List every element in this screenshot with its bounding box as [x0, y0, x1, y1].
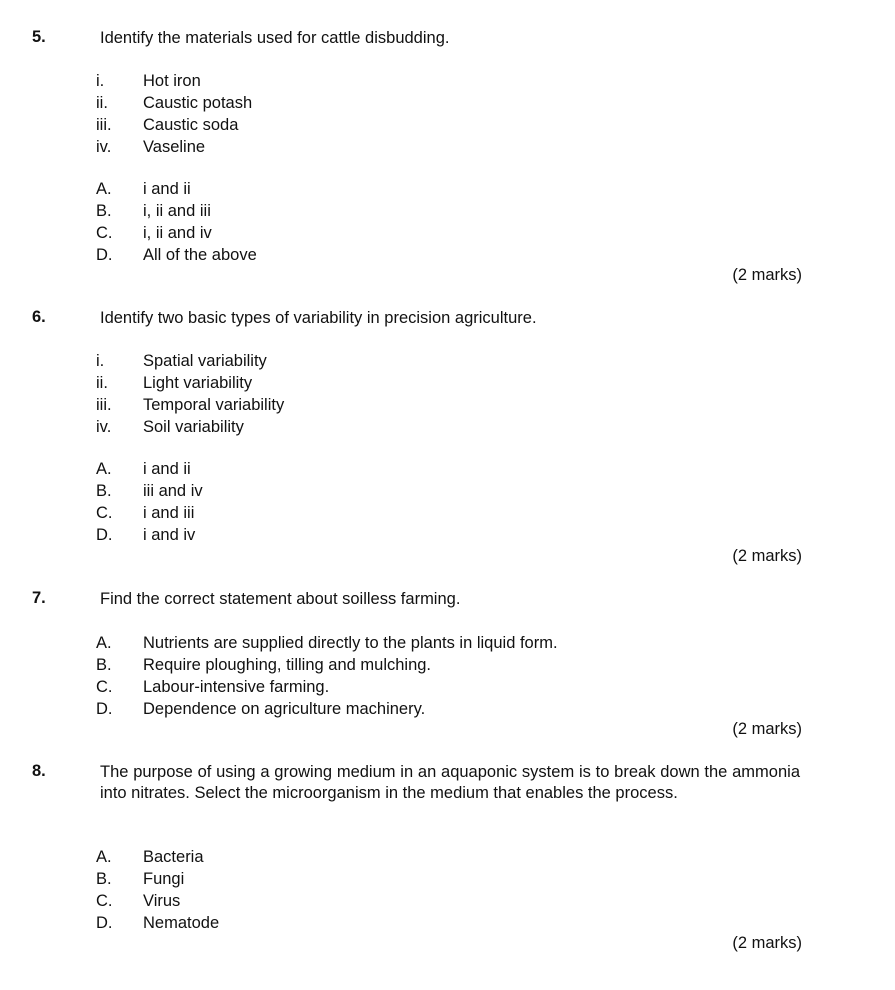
question-text: Identify two basic types of variability in precision agriculture. — [100, 309, 537, 327]
question-text: The purpose of using a growing medium in an aquaponic system is to break down the ammonia into nitrates. Select the microorganism in the medium that enables the process. — [100, 763, 800, 802]
answer-option[interactable] — [0, 458, 895, 480]
item-label: iv. — [96, 418, 112, 436]
answer-option[interactable] — [0, 222, 895, 244]
item-text: Caustic soda — [143, 116, 239, 134]
option-label: C. — [96, 224, 113, 242]
option-text: i and ii — [143, 180, 191, 198]
list-item — [0, 350, 895, 372]
option-label: A. — [96, 180, 112, 198]
answer-option[interactable] — [0, 676, 895, 698]
marks-label: (2 marks) — [732, 547, 802, 565]
marks-label: (2 marks) — [732, 720, 802, 738]
answer-option[interactable] — [0, 200, 895, 222]
item-text: Light variability — [143, 374, 253, 392]
option-text: i, ii and iii — [143, 202, 211, 220]
option-text: i and iii — [143, 504, 195, 522]
question-text: Find the correct statement about soilless farming. — [100, 590, 461, 608]
option-label: C. — [96, 892, 113, 910]
answer-option[interactable] — [0, 632, 895, 654]
list-item — [0, 136, 895, 158]
list-item — [0, 92, 895, 114]
option-label: C. — [96, 504, 113, 522]
list-item — [0, 70, 895, 92]
question-text: Identify the materials used for cattle disbudding. — [100, 29, 450, 47]
question-number: 5. — [32, 28, 46, 46]
option-text: i and iv — [143, 526, 196, 544]
answer-option[interactable] — [0, 846, 895, 868]
answer-option[interactable] — [0, 480, 895, 502]
list-item — [0, 372, 895, 394]
item-text: Hot iron — [143, 72, 201, 90]
item-text: Soil variability — [143, 418, 244, 436]
option-text: Nutrients are supplied directly to the plants in liquid form. — [143, 634, 558, 652]
marks-label: (2 marks) — [732, 266, 802, 284]
item-label: ii. — [96, 94, 108, 112]
option-text: i and ii — [143, 460, 191, 478]
option-text: Nematode — [143, 914, 220, 932]
option-label: D. — [96, 526, 113, 544]
question-number: 8. — [32, 762, 46, 780]
answer-option[interactable] — [0, 698, 895, 720]
item-text: Vaseline — [143, 138, 206, 156]
item-label: iii. — [96, 396, 112, 414]
option-label: D. — [96, 246, 113, 264]
answer-option[interactable] — [0, 244, 895, 266]
item-label: i. — [96, 72, 105, 90]
answer-option[interactable] — [0, 502, 895, 524]
option-text: Fungi — [143, 870, 185, 888]
option-text: Bacteria — [143, 848, 204, 866]
option-text: Virus — [143, 892, 181, 910]
option-text: i, ii and iv — [143, 224, 212, 242]
list-item — [0, 416, 895, 438]
option-label: B. — [96, 482, 112, 500]
item-label: i. — [96, 352, 105, 370]
question-number: 6. — [32, 308, 46, 326]
option-label: D. — [96, 914, 113, 932]
option-text: Labour-intensive farming. — [143, 678, 330, 696]
answer-option[interactable] — [0, 654, 895, 676]
item-label: iii. — [96, 116, 112, 134]
option-text: iii and iv — [143, 482, 203, 500]
option-label: A. — [96, 460, 112, 478]
option-label: A. — [96, 848, 112, 866]
list-item — [0, 114, 895, 136]
option-label: A. — [96, 634, 112, 652]
answer-option[interactable] — [0, 178, 895, 200]
marks-label: (2 marks) — [732, 934, 802, 952]
option-label: B. — [96, 870, 112, 888]
option-text: All of the above — [143, 246, 257, 264]
list-item — [0, 394, 895, 416]
option-label: C. — [96, 678, 113, 696]
answer-option[interactable] — [0, 890, 895, 912]
answer-option[interactable] — [0, 912, 895, 934]
answer-option[interactable] — [0, 524, 895, 546]
option-label: B. — [96, 656, 112, 674]
item-text: Spatial variability — [143, 352, 267, 370]
option-text: Dependence on agriculture machinery. — [143, 700, 426, 718]
item-text: Temporal variability — [143, 396, 285, 414]
option-label: D. — [96, 700, 113, 718]
item-label: ii. — [96, 374, 108, 392]
answer-option[interactable] — [0, 868, 895, 890]
option-text: Require ploughing, tilling and mulching. — [143, 656, 432, 674]
item-text: Caustic potash — [143, 94, 253, 112]
option-label: B. — [96, 202, 112, 220]
item-label: iv. — [96, 138, 112, 156]
question-number: 7. — [32, 589, 46, 607]
